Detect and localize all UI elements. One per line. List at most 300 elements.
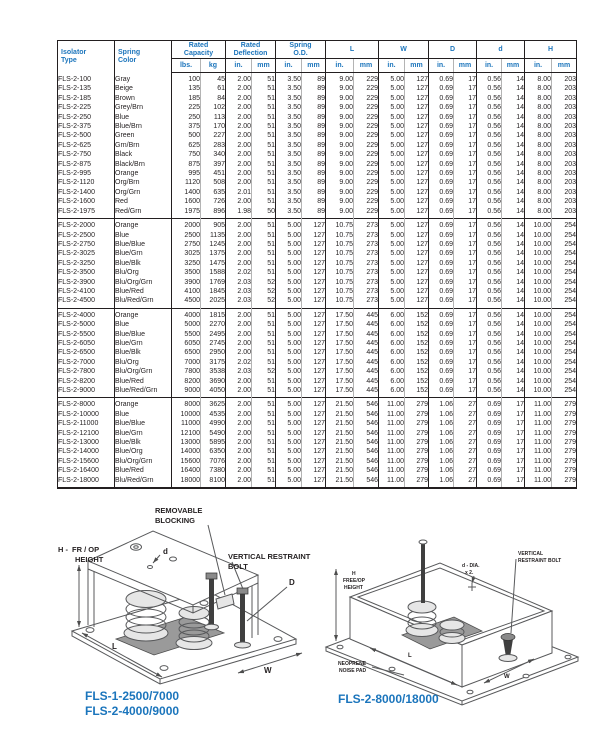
cell-od-mm: 127 <box>302 358 326 367</box>
cell-d-mm: 17 <box>454 259 477 268</box>
noise-pad-label-1: NEOPRENE <box>338 661 367 667</box>
cell-dd-mm: 17 <box>502 447 525 456</box>
cell-w-mm: 127 <box>405 287 429 296</box>
cell-d-mm: 27 <box>454 447 477 456</box>
cell-cap-kg: 6350 <box>201 447 226 456</box>
cell-cap-lbs: 8200 <box>172 377 201 386</box>
cell-dd-in: 0.69 <box>477 398 502 410</box>
cell-defl-mm: 50 <box>252 207 276 219</box>
cell-w-mm: 152 <box>405 358 429 367</box>
cell-od-in: 3.50 <box>276 150 302 159</box>
cell-h-mm: 254 <box>552 268 577 277</box>
cell-dd-mm: 17 <box>502 419 525 428</box>
cell-type: FLS-2-995 <box>58 170 92 178</box>
cell-w-mm: 279 <box>405 466 429 475</box>
cell-cap-lbs: 250 <box>172 113 201 122</box>
cell-l-mm: 229 <box>354 103 379 112</box>
cell-d-in: 0.69 <box>429 207 454 219</box>
cell-dd-mm: 14 <box>502 169 525 178</box>
cell-cap-lbs: 16400 <box>172 466 201 475</box>
cell-dd-mm: 14 <box>502 249 525 258</box>
cell-defl-mm: 52 <box>252 278 276 287</box>
cell-l-in: 17.50 <box>326 367 354 376</box>
cell-defl-in: 2.00 <box>226 419 252 428</box>
cell-defl-in: 2.00 <box>226 219 252 231</box>
cell-cap-lbs: 2750 <box>172 240 201 249</box>
cell-cap-kg: 896 <box>201 207 226 219</box>
cell-w-in: 5.00 <box>379 287 405 296</box>
cell-od-mm: 89 <box>302 150 326 159</box>
cell-od-mm: 127 <box>302 447 326 456</box>
cell-dd-mm: 17 <box>502 429 525 438</box>
cell-cap-kg: 2495 <box>201 330 226 339</box>
cell-dd-in: 0.56 <box>477 122 502 131</box>
cell-l-mm: 229 <box>354 169 379 178</box>
cell-l-mm: 273 <box>354 296 379 308</box>
cell-l-in: 21.50 <box>326 457 354 466</box>
cell-dd-in: 0.69 <box>477 476 502 488</box>
cell-defl-mm: 51 <box>252 73 276 85</box>
cell-type: FLS-2-9000 <box>58 387 95 394</box>
cell-l-in: 21.50 <box>326 419 354 428</box>
cell-d-mm: 17 <box>454 358 477 367</box>
cell-h-in: 11.00 <box>525 457 552 466</box>
table-row <box>58 429 577 438</box>
cell-w-in: 5.00 <box>379 178 405 187</box>
cell-od-in: 5.00 <box>276 447 302 456</box>
cell-d-mm: 17 <box>454 240 477 249</box>
dia-label-2: x 2. <box>465 570 474 576</box>
cell-d-mm: 17 <box>454 278 477 287</box>
cell-h-mm: 254 <box>552 231 577 240</box>
cell-type: FLS-2-4100 <box>58 287 95 295</box>
cell-cap-kg: 1769 <box>201 278 226 287</box>
cell-cap-kg: 635 <box>201 188 226 197</box>
cell-defl-in: 2.00 <box>226 410 252 419</box>
cell-l-in: 10.75 <box>326 219 354 231</box>
table-row <box>58 259 577 268</box>
cell-color: Blue <box>115 320 172 329</box>
cell-od-in: 3.50 <box>276 188 302 197</box>
cell-d-mm: 17 <box>454 377 477 386</box>
cell-od-in: 5.00 <box>276 278 302 287</box>
cell-d-mm: 27 <box>454 398 477 410</box>
cell-cap-lbs: 2500 <box>172 231 201 240</box>
cell-od-mm: 127 <box>302 249 326 258</box>
cell-l-mm: 229 <box>354 113 379 122</box>
cell-od-mm: 89 <box>302 197 326 206</box>
cell-defl-mm: 51 <box>252 103 276 112</box>
table-row <box>58 178 577 187</box>
cell-d-in: 1.06 <box>429 419 454 428</box>
cell-w-in: 6.00 <box>379 358 405 367</box>
table-row <box>58 398 577 410</box>
cell-od-in: 5.00 <box>276 339 302 348</box>
cell-color: Blue/Blk <box>115 348 172 357</box>
cell-h-mm: 203 <box>552 178 577 187</box>
cell-color: Orange <box>115 308 172 320</box>
cell-cap-lbs: 13000 <box>172 438 201 447</box>
cell-color: Blue/Blk <box>115 259 172 268</box>
cell-h-mm: 254 <box>552 259 577 268</box>
cell-d-mm: 17 <box>454 150 477 159</box>
cell-d-mm: 17 <box>454 131 477 140</box>
table-row <box>58 419 577 428</box>
cell-dd-in: 0.56 <box>477 330 502 339</box>
col-subheader-spring-od-mm: mm <box>302 59 326 73</box>
cell-color: Blue/Org <box>115 447 172 456</box>
cell-h-in: 10.00 <box>525 358 552 367</box>
cell-od-in: 5.00 <box>276 259 302 268</box>
cell-d-in: 0.69 <box>429 131 454 140</box>
cell-w-mm: 127 <box>405 188 429 197</box>
cell-od-mm: 127 <box>302 240 326 249</box>
cell-cap-lbs: 5000 <box>172 320 201 329</box>
cell-cap-lbs: 3500 <box>172 268 201 277</box>
cell-type: FLS-2-1600 <box>58 198 95 206</box>
cell-l-mm: 229 <box>354 188 379 197</box>
cell-d-in: 0.69 <box>429 330 454 339</box>
cell-w-mm: 127 <box>405 94 429 103</box>
cell-cap-lbs: 3250 <box>172 259 201 268</box>
cell-cap-lbs: 225 <box>172 103 201 112</box>
cell-dd-in: 0.56 <box>477 84 502 93</box>
cell-type: FLS-2-7000 <box>58 358 95 366</box>
cell-od-in: 3.50 <box>276 160 302 169</box>
cell-w-mm: 279 <box>405 419 429 428</box>
table-row <box>58 466 577 475</box>
cell-dd-in: 0.56 <box>477 103 502 112</box>
cell-dd-in: 0.56 <box>477 169 502 178</box>
cell-h-mm: 254 <box>552 296 577 308</box>
cell-defl-in: 2.00 <box>226 103 252 112</box>
cell-od-mm: 127 <box>302 296 326 308</box>
cell-cap-lbs: 14000 <box>172 447 201 456</box>
cell-h-in: 10.00 <box>525 278 552 287</box>
cell-type: FLS-2-185 <box>58 94 92 102</box>
cell-od-in: 5.00 <box>276 219 302 231</box>
cell-l-in: 17.50 <box>326 339 354 348</box>
cell-od-mm: 89 <box>302 131 326 140</box>
height-label-1: FREE/OP <box>343 578 365 584</box>
cell-l-in: 10.75 <box>326 278 354 287</box>
cell-dd-in: 0.56 <box>477 377 502 386</box>
cell-color: Red <box>115 197 172 206</box>
cell-w-in: 6.00 <box>379 348 405 357</box>
cell-d-mm: 17 <box>454 160 477 169</box>
cell-cap-kg: 1135 <box>201 231 226 240</box>
cell-cap-lbs: 6500 <box>172 348 201 357</box>
restraint-bolt-label-1: VERTICAL <box>518 551 543 557</box>
cell-dd-in: 0.56 <box>477 278 502 287</box>
cell-dd-in: 0.56 <box>477 308 502 320</box>
cell-h-in: 8.00 <box>525 197 552 206</box>
cell-l-mm: 546 <box>354 419 379 428</box>
table-row <box>58 150 577 159</box>
cell-od-in: 3.50 <box>276 207 302 219</box>
cell-w-in: 5.00 <box>379 259 405 268</box>
cell-d-in: 0.69 <box>429 296 454 308</box>
cell-defl-mm: 51 <box>252 259 276 268</box>
cell-od-mm: 127 <box>302 386 326 398</box>
table-row <box>58 188 577 197</box>
cell-l-mm: 445 <box>354 377 379 386</box>
cell-cap-lbs: 135 <box>172 84 201 93</box>
cell-w-mm: 279 <box>405 447 429 456</box>
cell-d-mm: 17 <box>454 122 477 131</box>
cell-dd-mm: 14 <box>502 207 525 219</box>
cell-l-mm: 229 <box>354 178 379 187</box>
cell-h-mm: 279 <box>552 419 577 428</box>
cell-type: FLS-2-500 <box>58 132 92 140</box>
table-row <box>58 249 577 258</box>
cell-dd-mm: 14 <box>502 73 525 85</box>
cell-dd-mm: 14 <box>502 188 525 197</box>
cell-defl-in: 2.00 <box>226 457 252 466</box>
cell-cap-lbs: 18000 <box>172 476 201 488</box>
cell-w-mm: 127 <box>405 268 429 277</box>
cell-l-in: 21.50 <box>326 447 354 456</box>
cell-h-mm: 279 <box>552 429 577 438</box>
cell-w-mm: 152 <box>405 386 429 398</box>
cell-od-in: 5.00 <box>276 240 302 249</box>
cell-cap-lbs: 1975 <box>172 207 201 219</box>
noise-pad-label-2: NOISE PAD <box>339 668 367 674</box>
cell-cap-kg: 4990 <box>201 419 226 428</box>
cell-cap-kg: 170 <box>201 122 226 131</box>
cell-color: Org/Grn <box>115 188 172 197</box>
cell-od-in: 3.50 <box>276 131 302 140</box>
cell-d-in: 0.69 <box>429 320 454 329</box>
cell-type: FLS-2-14000 <box>58 448 99 456</box>
cell-cap-kg: 1815 <box>201 308 226 320</box>
cell-d-in: 1.06 <box>429 398 454 410</box>
cell-w-mm: 152 <box>405 367 429 376</box>
cell-color: Beige <box>115 84 172 93</box>
cell-l-in: 10.75 <box>326 231 354 240</box>
table-row <box>58 377 577 386</box>
cell-defl-mm: 51 <box>252 457 276 466</box>
cell-defl-mm: 51 <box>252 188 276 197</box>
cell-d-in: 1.06 <box>429 438 454 447</box>
cell-w-in: 5.00 <box>379 113 405 122</box>
cell-dd-in: 0.69 <box>477 429 502 438</box>
cell-dd-mm: 17 <box>502 466 525 475</box>
table-row <box>58 287 577 296</box>
cell-h-in: 10.00 <box>525 308 552 320</box>
table-row <box>58 94 577 103</box>
cell-defl-mm: 51 <box>252 141 276 150</box>
col-subheader-dim-d-cap-in: in. <box>429 59 454 73</box>
cell-od-mm: 127 <box>302 429 326 438</box>
cell-d-mm: 17 <box>454 103 477 112</box>
caption-line: FLS-2-4000/9000 <box>85 704 180 718</box>
cell-d-mm: 17 <box>454 249 477 258</box>
cell-h-in: 11.00 <box>525 476 552 488</box>
cell-defl-mm: 51 <box>252 160 276 169</box>
cell-w-in: 11.00 <box>379 438 405 447</box>
cell-h-mm: 254 <box>552 320 577 329</box>
cell-color: Black <box>115 150 172 159</box>
cell-d-in: 0.69 <box>429 339 454 348</box>
table-row <box>58 457 577 466</box>
cell-l-in: 9.00 <box>326 131 354 140</box>
cell-l-mm: 546 <box>354 438 379 447</box>
cell-dd-mm: 17 <box>502 410 525 419</box>
table-row <box>58 219 577 231</box>
cell-od-in: 3.50 <box>276 169 302 178</box>
restraint-bolt-label-1: VERTICAL RESTRAINT <box>228 552 311 561</box>
cell-dd-in: 0.69 <box>477 419 502 428</box>
cell-defl-in: 2.03 <box>226 367 252 376</box>
cell-cap-kg: 2025 <box>201 296 226 308</box>
cell-dd-mm: 14 <box>502 219 525 231</box>
cell-w-in: 5.00 <box>379 94 405 103</box>
cell-d-mm: 17 <box>454 84 477 93</box>
cell-type: FLS-2-100 <box>58 75 92 83</box>
cell-defl-mm: 51 <box>252 84 276 93</box>
cell-type: FLS-2-5000 <box>58 321 95 329</box>
cell-h-mm: 203 <box>552 169 577 178</box>
cell-dd-in: 0.56 <box>477 197 502 206</box>
cell-cap-kg: 1588 <box>201 268 226 277</box>
cell-w-mm: 152 <box>405 339 429 348</box>
cell-d-mm: 27 <box>454 419 477 428</box>
cell-h-in: 10.00 <box>525 348 552 357</box>
cell-type: FLS-2-16400 <box>58 467 99 475</box>
cell-w-in: 11.00 <box>379 447 405 456</box>
cell-od-in: 3.50 <box>276 141 302 150</box>
cell-dd-mm: 14 <box>502 150 525 159</box>
height-label-2: HEIGHT <box>75 555 104 564</box>
cell-color: Red/Grn <box>115 207 172 219</box>
cell-defl-mm: 52 <box>252 367 276 376</box>
cell-dd-in: 0.56 <box>477 287 502 296</box>
cell-od-in: 5.00 <box>276 410 302 419</box>
cell-h-mm: 203 <box>552 84 577 93</box>
cell-defl-mm: 51 <box>252 231 276 240</box>
col-subheader-dim-h-mm: mm <box>552 59 577 73</box>
cell-h-in: 8.00 <box>525 94 552 103</box>
cell-cap-kg: 451 <box>201 169 226 178</box>
l-dim-label: L <box>408 653 412 659</box>
cell-cap-kg: 84 <box>201 94 226 103</box>
cell-w-mm: 127 <box>405 231 429 240</box>
cell-d-in: 1.06 <box>429 466 454 475</box>
cell-l-mm: 229 <box>354 122 379 131</box>
cell-l-in: 9.00 <box>326 73 354 85</box>
cell-defl-in: 2.02 <box>226 358 252 367</box>
cell-od-in: 5.00 <box>276 320 302 329</box>
d-dim-label: d <box>163 547 168 556</box>
cell-type: FLS-2-15600 <box>58 457 99 465</box>
cell-color: Grey/Brn <box>115 103 172 112</box>
cell-od-mm: 89 <box>302 207 326 219</box>
cell-defl-mm: 51 <box>252 348 276 357</box>
cell-h-mm: 254 <box>552 358 577 367</box>
cell-h-mm: 203 <box>552 160 577 169</box>
cell-od-mm: 127 <box>302 410 326 419</box>
col-group-spring-od: Spring O.D. <box>276 41 326 59</box>
cell-d-in: 0.69 <box>429 122 454 131</box>
cell-l-in: 9.00 <box>326 150 354 159</box>
cell-h-mm: 203 <box>552 73 577 85</box>
cell-defl-mm: 51 <box>252 150 276 159</box>
cell-l-mm: 546 <box>354 410 379 419</box>
cell-defl-mm: 51 <box>252 197 276 206</box>
col-header-isolator-type: Isolator Type <box>61 48 87 64</box>
table-row <box>58 308 577 320</box>
cell-cap-kg: 508 <box>201 178 226 187</box>
cell-l-mm: 273 <box>354 287 379 296</box>
cell-h-mm: 254 <box>552 308 577 320</box>
cell-dd-mm: 14 <box>502 141 525 150</box>
cell-l-in: 9.00 <box>326 207 354 219</box>
cell-color: Orange <box>115 219 172 231</box>
cell-h-in: 10.00 <box>525 231 552 240</box>
cell-cap-lbs: 11000 <box>172 419 201 428</box>
cell-l-in: 10.75 <box>326 259 354 268</box>
cell-w-mm: 127 <box>405 278 429 287</box>
restraint-bolt-label-2: RESTRAINT BOLT <box>518 558 562 564</box>
cell-cap-kg: 340 <box>201 150 226 159</box>
cell-defl-in: 2.00 <box>226 131 252 140</box>
cell-w-in: 11.00 <box>379 476 405 488</box>
cell-defl-in: 2.00 <box>226 386 252 398</box>
cell-defl-mm: 51 <box>252 476 276 488</box>
cell-d-mm: 17 <box>454 219 477 231</box>
cell-od-mm: 127 <box>302 476 326 488</box>
table-row <box>58 447 577 456</box>
table-row <box>58 131 577 140</box>
cell-w-in: 5.00 <box>379 249 405 258</box>
cell-l-mm: 546 <box>354 457 379 466</box>
cell-w-in: 5.00 <box>379 188 405 197</box>
cell-dd-mm: 17 <box>502 476 525 488</box>
cell-od-mm: 127 <box>302 438 326 447</box>
cell-color: Blu/Org/Grn <box>115 278 172 287</box>
cell-cap-lbs: 3900 <box>172 278 201 287</box>
cell-h-mm: 279 <box>552 438 577 447</box>
cell-color: Blue/Red <box>115 466 172 475</box>
cell-d-in: 0.69 <box>429 358 454 367</box>
cell-h-mm: 203 <box>552 197 577 206</box>
cell-dd-mm: 14 <box>502 178 525 187</box>
cell-od-in: 5.00 <box>276 268 302 277</box>
cell-defl-mm: 51 <box>252 308 276 320</box>
cell-cap-lbs: 100 <box>172 73 201 85</box>
cell-l-in: 9.00 <box>326 94 354 103</box>
cell-color: Orange <box>115 398 172 410</box>
cell-defl-mm: 51 <box>252 169 276 178</box>
cell-cap-lbs: 4100 <box>172 287 201 296</box>
cell-od-mm: 127 <box>302 308 326 320</box>
cell-od-mm: 89 <box>302 113 326 122</box>
cell-type: FLS-2-2000 <box>58 219 115 231</box>
table-row <box>58 73 577 85</box>
cell-d-in: 0.69 <box>429 231 454 240</box>
cell-od-in: 3.50 <box>276 103 302 112</box>
h-dim-label: H - <box>58 545 68 554</box>
cell-d-in: 0.69 <box>429 141 454 150</box>
cell-l-mm: 273 <box>354 249 379 258</box>
cell-d-in: 0.69 <box>429 188 454 197</box>
isolator-diagram-large <box>322 535 588 703</box>
cell-h-mm: 203 <box>552 207 577 219</box>
cell-h-in: 8.00 <box>525 141 552 150</box>
cell-defl-in: 2.00 <box>226 348 252 357</box>
cell-h-mm: 254 <box>552 287 577 296</box>
